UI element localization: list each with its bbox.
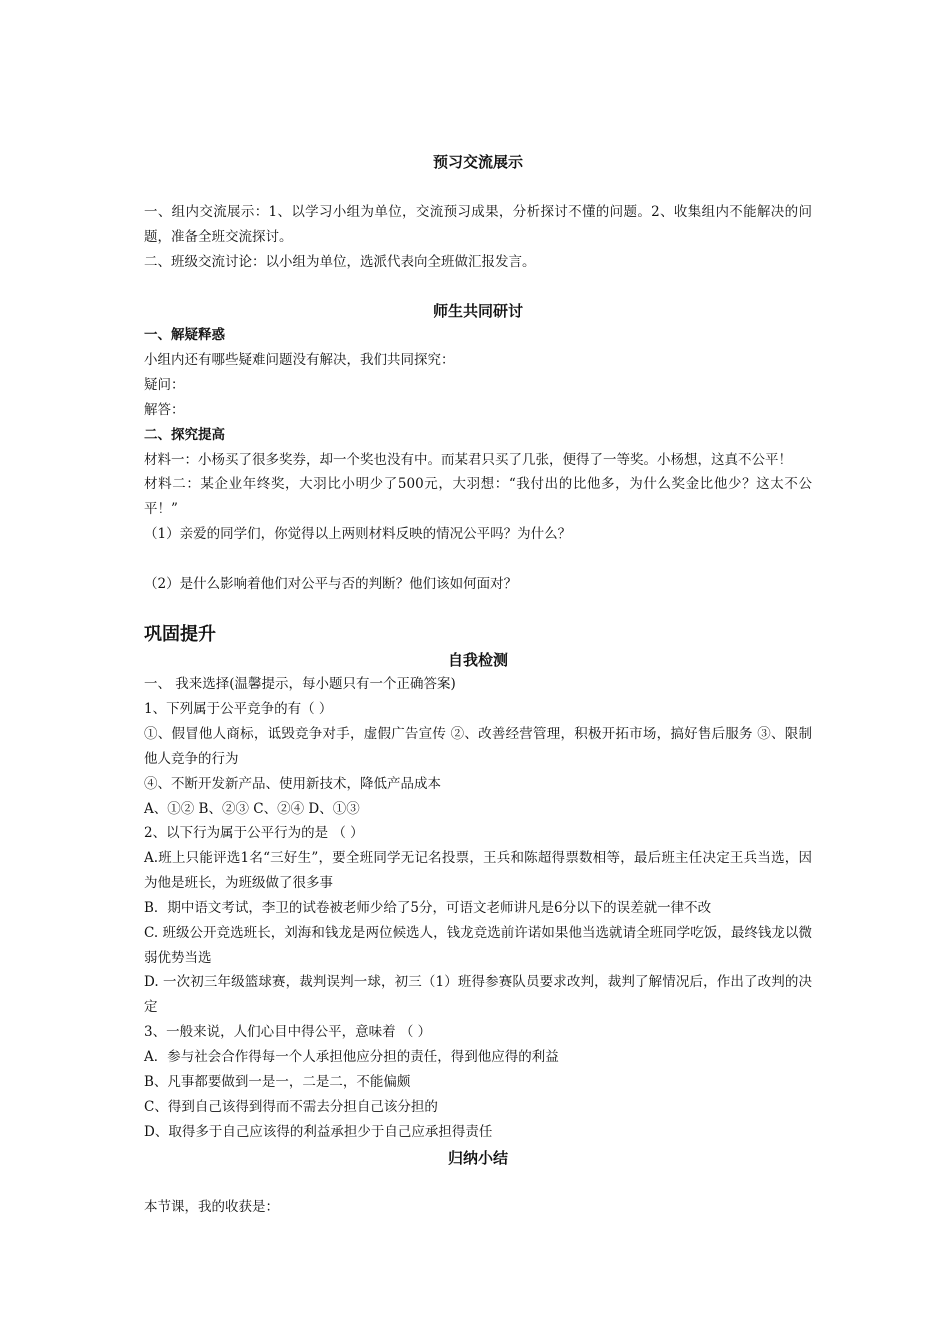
- summary-gain: 本节课，我的收获是：: [144, 1199, 279, 1215]
- question-3-option-a: A．参与社会合作得每一个人承担他应分担的责任，得到他应得的利益: [144, 1049, 559, 1065]
- study-question-1: （1）亲爱的同学们，你觉得以上两则材料反映的情况公平吗？为什么？: [144, 526, 572, 542]
- summary-title: 归纳小结: [447, 1149, 508, 1167]
- study-sec1-head: 一、解疑释惑: [144, 327, 225, 343]
- study-sec1-intro: 小组内还有哪些疑难问题没有解决，我们共同探究：: [144, 352, 455, 368]
- question-2: 2、以下行为属于公平行为的是 （ ）: [144, 825, 364, 841]
- question-1: 1、下列属于公平竞争的有（ ）: [144, 701, 333, 717]
- study-sec2-head: 二、探究提高: [144, 427, 225, 443]
- question-3-option-b: B、凡事都要做到一是一，二是二，不能偏颇: [144, 1074, 411, 1090]
- question-3: 3、一般来说，人们心目中得公平，意味着 （ ）: [144, 1024, 432, 1040]
- question-1-item-4: ④、不断开发新产品、使用新技术，降低产品成本: [144, 776, 441, 792]
- preview-line1: 一、组内交流展示：1、以学习小组为单位，交流预习成果，分析探讨不懂的问题。2、收集组内不能解决的问题，准备全班交流探讨。: [144, 204, 812, 245]
- question-3-option-d: D、取得多于自己应该得的利益承担少于自己应承担得责任: [144, 1124, 493, 1140]
- question-1-items: ①、假冒他人商标，诋毁竞争对手，虚假广告宣传 ②、改善经营管理，积极开拓市场，搞好售后服务 ③、限制他人竞争的行为: [144, 726, 812, 767]
- study-title: 师生共同研讨: [432, 302, 523, 320]
- question-2-option-a: A.班上只能评选1名“三好生”，要全班同学无记名投票，王兵和陈超得票数相等，最后班主任决定王兵当选，因为他是班长，为班级做了很多事: [144, 850, 812, 891]
- preview-title: 预习交流展示: [432, 153, 523, 171]
- self-test-title: 自我检测: [447, 651, 508, 669]
- study-question-2: （2）是什么影响着他们对公平与否的判断？他们该如何面对？: [144, 576, 518, 592]
- choice-instruction: 一、 我来选择(温馨提示，每小题只有一个正确答案): [144, 676, 456, 692]
- material-1: 材料一：小杨买了很多奖券，却一个奖也没有中。而某君只买了几张，便得了一等奖。小杨想，这真不公平！: [144, 452, 792, 468]
- consolidate-head: 巩固提升: [144, 624, 216, 645]
- question-2-option-d: D. 一次初三年级篮球赛，裁判误判一球，初三（1）班得参赛队员要求改判，裁判了解情况后，作出了改判的决定: [144, 974, 812, 1015]
- preview-line2: 二、班级交流讨论：以小组为单位，选派代表向全班做汇报发言。: [144, 254, 536, 270]
- question-3-option-c: C、得到自己该得到得而不需去分担自己该分担的: [144, 1099, 438, 1115]
- question-2-option-c: C. 班级公开竞选班长，刘海和钱龙是两位候选人，钱龙竞选前许诺如果他当选就请全班同学吃饭，最终钱龙以微弱优势当选: [144, 925, 812, 966]
- question-2-option-b: B．期中语文考试，李卫的试卷被老师少给了5分，可语文老师讲凡是6分以下的误差就一律不改: [144, 900, 712, 916]
- material-2: 材料二：某企业年终奖，大羽比小明少了500元，大羽想：“我付出的比他多，为什么奖金比他少？这太不公平！”: [144, 476, 812, 517]
- answer-label: 解答：: [144, 402, 185, 418]
- question-label: 疑问：: [144, 377, 185, 393]
- question-1-options: A、①② B、②③ C、②④ D、①③: [144, 801, 360, 817]
